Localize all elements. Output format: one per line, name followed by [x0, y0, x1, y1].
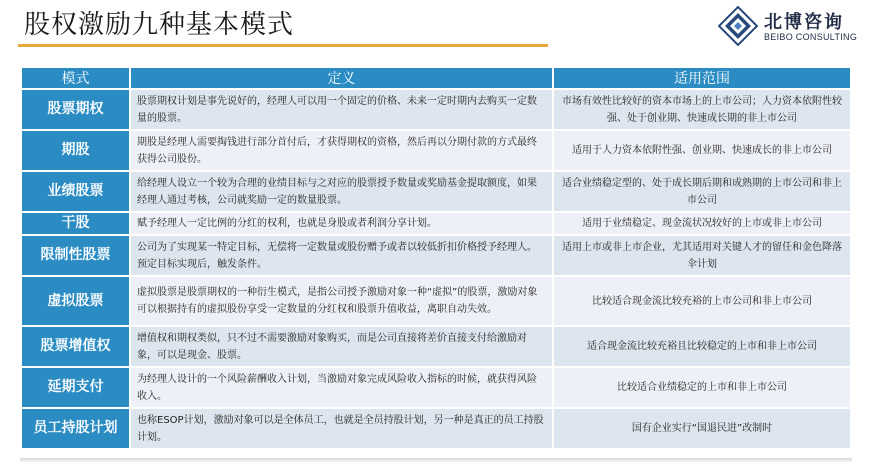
logo-chinese-name: 北博咨询 — [764, 12, 844, 33]
scope-cell: 国有企业实行“国退民进”改制时 — [554, 409, 850, 448]
page-title: 股权激励九种基本模式 — [24, 10, 295, 40]
scope-cell: 比较适合业绩稳定的上市和非上市公司 — [554, 368, 850, 407]
definition-cell: 赋予经理人一定比例的分红的权利，也就是身股或者利润分享计划。 — [131, 213, 552, 234]
definition-cell: 也称ESOP计划，激励对象可以是全体员工，也就是全员持股计划，另一种是真正的员工持股计划。 — [131, 409, 552, 448]
mode-cell: 员工持股计划 — [22, 409, 129, 448]
mode-cell: 干股 — [22, 213, 129, 234]
definition-cell: 虚拟股票是股票期权的一种衍生模式，是指公司授予激励对象一种“虚拟”的股票，激励对象可以根据持有的虚拟股份享受一定数量的分红权和股票升值收益，离职自动失效。 — [131, 277, 552, 325]
table-header-row — [22, 68, 850, 88]
title-underline — [18, 44, 548, 47]
mode-cell: 股票增值权 — [22, 327, 129, 366]
definition-cell: 为经理人设计的一个风险薪酬收入计划，当激励对象完成风险收入指标的时候，就获得风险收入。 — [131, 368, 552, 407]
header-mode: 模式 — [22, 68, 129, 88]
diamond-logo-icon — [718, 6, 758, 46]
table-row — [22, 131, 850, 170]
header-definition: 定义 — [131, 68, 552, 88]
table-row — [22, 172, 850, 211]
table-row — [22, 277, 850, 325]
mode-cell: 期股 — [22, 131, 129, 170]
table-row — [22, 213, 850, 234]
table-row — [22, 327, 850, 366]
scope-cell: 适用于人力资本依附性强、创业期、快速成长的非上市公司 — [554, 131, 850, 170]
scope-cell: 市场有效性比较好的资本市场上的上市公司；人力资本依附性较强、处于创业期、快速成长期的非上市公司 — [554, 90, 850, 129]
table-row — [22, 236, 850, 275]
definition-cell: 给经理人设立一个较为合理的业绩目标与之对应的股票授予数量或奖励基金提取额度，如果经理人通过考核，公司就奖励一定的数量股票。 — [131, 172, 552, 211]
definition-cell: 增值权和期权类似，只不过不需要激励对象购买，而是公司直接将差价直接支付给激励对象，可以是现金、股票。 — [131, 327, 552, 366]
scope-cell: 比较适合现金流比较充裕的上市公司和非上市公司 — [554, 277, 850, 325]
table-shadow — [20, 458, 852, 463]
mode-cell: 业绩股票 — [22, 172, 129, 211]
mode-cell: 延期支付 — [22, 368, 129, 407]
definition-cell: 股票期权计划是事先说好的，经理人可以用一个固定的价格、未来一定时期内去购买一定数量的股票。 — [131, 90, 552, 129]
table-row — [22, 90, 850, 129]
scope-cell: 适合业绩稳定型的、处于成长期后期和成熟期的上市公司和非上市公司 — [554, 172, 850, 211]
company-logo — [718, 6, 868, 46]
definition-cell: 期股是经理人需要掏钱进行部分首付后，才获得期权的资格，然后再以分期付款的方式最终获得公司股份。 — [131, 131, 552, 170]
header-scope: 适用范围 — [554, 68, 850, 88]
scope-cell: 适用上市或非上市企业，尤其适用对关键人才的留任和金色降落伞计划 — [554, 236, 850, 275]
logo-english-name: BEIBO CONSULTING — [764, 32, 858, 42]
mode-cell: 股票期权 — [22, 90, 129, 129]
table-row — [22, 368, 850, 407]
scope-cell: 适合现金流比较充裕且比较稳定的上市和非上市公司 — [554, 327, 850, 366]
mode-cell: 虚拟股票 — [22, 277, 129, 325]
table-row — [22, 409, 850, 448]
definition-cell: 公司为了实现某一特定目标，无偿将一定数量或股份赠予或者以较低折扣价格授予经理人。预定目标实现后，触发条件。 — [131, 236, 552, 275]
scope-cell: 适用于业绩稳定、现金流状况较好的上市或非上市公司 — [554, 213, 850, 234]
incentive-modes-table — [20, 66, 852, 450]
mode-cell: 限制性股票 — [22, 236, 129, 275]
